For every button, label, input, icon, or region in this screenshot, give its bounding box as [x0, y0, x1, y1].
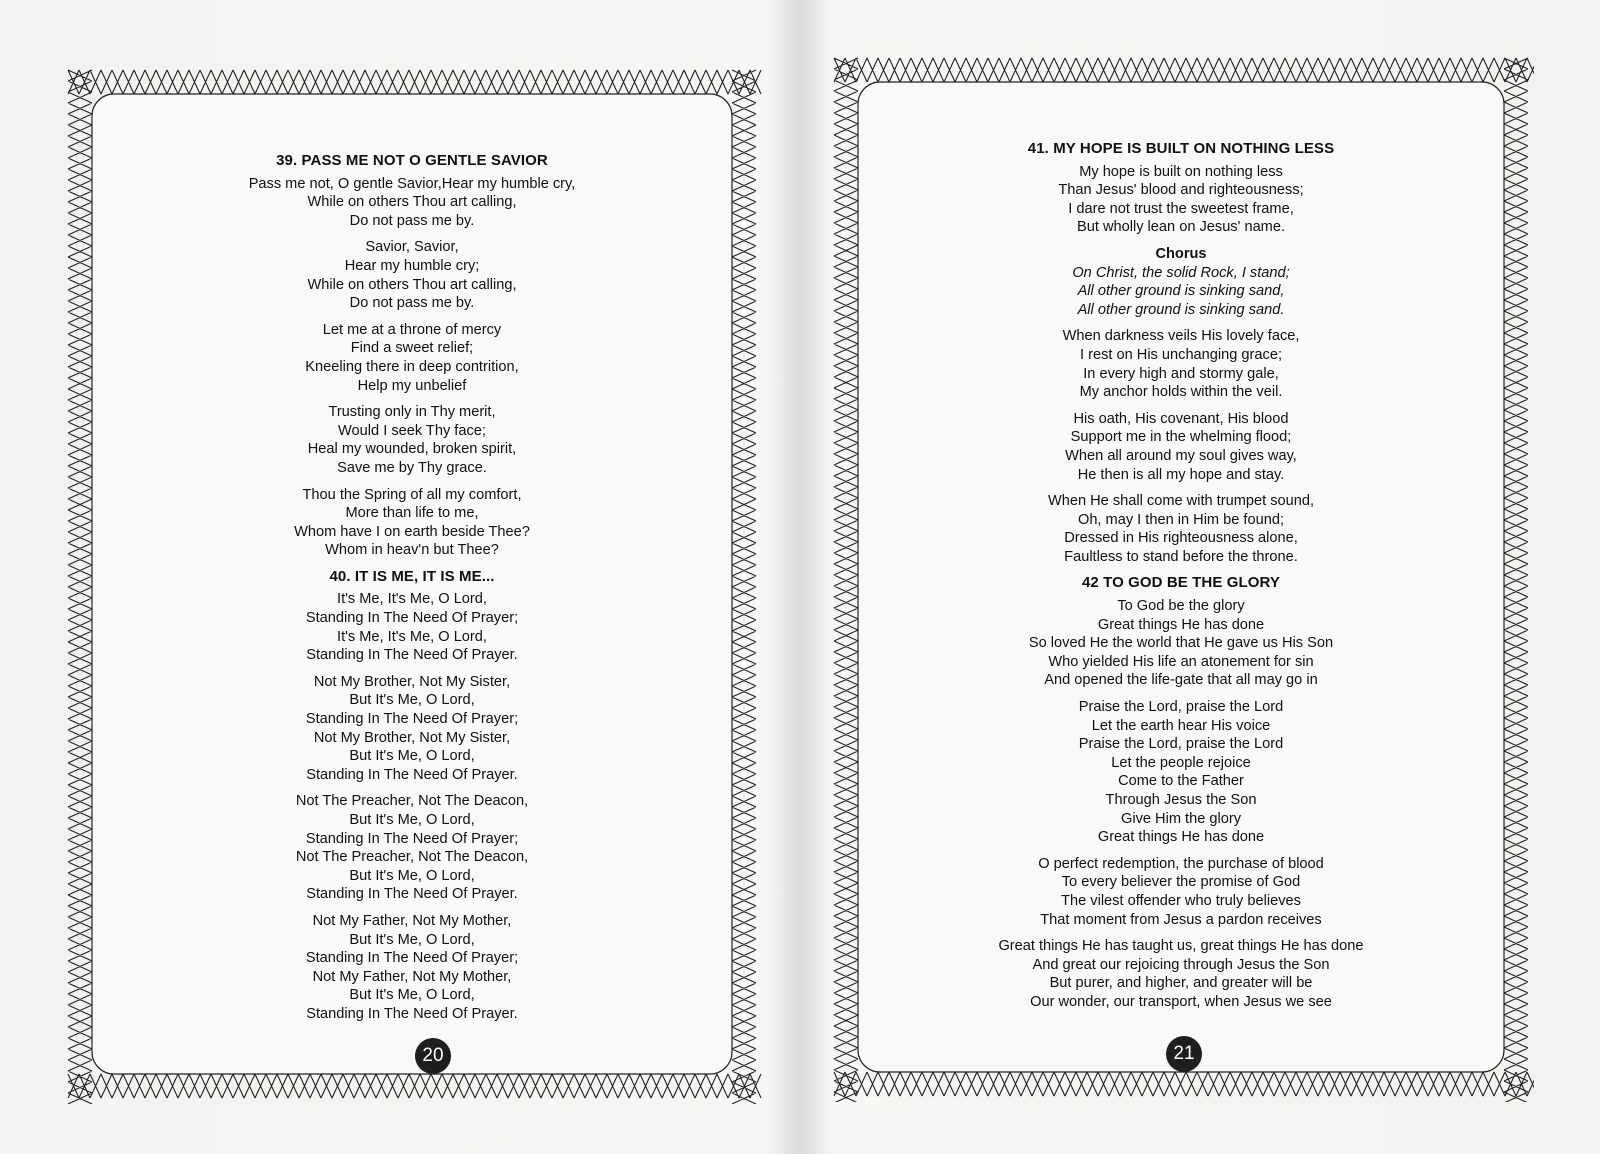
stanza: [868, 698, 1494, 847]
lyric-line: But It's Me, O Lord,: [349, 987, 475, 1004]
lyric-line: Would I seek Thy face;: [338, 422, 486, 439]
lyric-line: My anchor holds within the veil.: [1079, 384, 1283, 401]
hymn-title: 39. PASS ME NOT O GENTLE SAVIOR: [276, 152, 548, 169]
lyric-line: All other ground is sinking sand.: [1077, 301, 1285, 318]
lyric-line: While on others Thou art calling,: [307, 276, 517, 293]
lyric-line: But It's Me, O Lord,: [349, 812, 475, 828]
stanza: [102, 403, 722, 477]
lyric-line: Do not pass me by.: [349, 212, 475, 229]
lyric-line: Standing In The Need Of Prayer.: [306, 766, 518, 783]
page-number: 21: [1166, 1036, 1202, 1072]
lyric-line: Kneeling there in deep contrition,: [305, 358, 519, 375]
stanza: [868, 410, 1494, 484]
lyric-line: Not The Preacher, Not The Deacon,: [295, 793, 529, 810]
hymn-title: 40. IT IS ME, IT IS ME...: [329, 567, 495, 585]
lyric-line: To God be the glory: [1117, 598, 1245, 615]
lyric-line: So loved He the world that He gave us His Son: [1028, 635, 1334, 652]
lyric-line: That moment from Jesus a pardon receives: [1040, 911, 1322, 928]
right-page-content: [868, 140, 1494, 1020]
lyric-line: Through Jesus the Son: [1105, 792, 1257, 808]
lyric-line: Come to the Father: [1118, 773, 1244, 790]
lyric-line: And great our rejoicing through Jesus the Son: [1032, 956, 1330, 973]
lyric-line: Standing In The Need Of Prayer.: [306, 647, 518, 664]
stanza: [102, 321, 722, 395]
lyric-line: Who yielded His life an atonement for sin: [1048, 653, 1314, 670]
lyric-line: To every believer the promise of God: [1061, 874, 1301, 891]
hymn-title: 42 TO GOD BE THE GLORY: [1081, 574, 1281, 592]
stanza: [102, 238, 722, 312]
stanza: [102, 673, 722, 785]
lyric-line: I dare not trust the sweetest frame,: [1068, 200, 1294, 217]
lyric-line: But It's Me, O Lord,: [349, 867, 475, 884]
lyric-line: Not My Father, Not My Mother,: [312, 968, 512, 985]
lyric-line: Let the earth hear His voice: [1091, 717, 1271, 734]
stanza: [102, 486, 722, 560]
stanza: [868, 492, 1494, 566]
stanza: [868, 597, 1494, 690]
lyric-line: More than life to me,: [345, 505, 479, 522]
lyric-line: Find a sweet relief;: [350, 340, 474, 357]
lyric-line: Hear my humble cry;: [344, 257, 480, 274]
stanza: [868, 855, 1494, 929]
lyric-line: My hope is built on nothing less: [1079, 163, 1283, 180]
lyric-line: But wholly lean on Jesus' name.: [1076, 219, 1286, 236]
page-number: 20: [415, 1038, 451, 1074]
lyric-line: Let me at a throne of mercy: [322, 321, 502, 338]
lyric-line: When He shall come with trumpet sound,: [1047, 493, 1315, 510]
lyric-line: But purer, and higher, and greater will be: [1049, 975, 1313, 992]
lyric-line: On Christ, the solid Rock, I stand;: [1072, 264, 1290, 281]
lyric-line: And opened the life-gate that all may go in: [1044, 672, 1318, 689]
lyric-line: Faultless to stand before the throne.: [1064, 548, 1298, 565]
lyric-line: When darkness veils His lovely face,: [1062, 328, 1300, 345]
lyric-line: Help my unbelief: [357, 377, 467, 394]
left-page: [62, 64, 762, 1104]
lyric-line: Save me by Thy grace.: [337, 459, 487, 476]
lyric-line: But It's Me, O Lord,: [349, 931, 475, 948]
stanza: [102, 912, 722, 1024]
lyric-line: Praise the Lord, praise the Lord: [1078, 699, 1284, 716]
hymn-title: 41. MY HOPE IS BUILT ON NOTHING LESS: [1027, 140, 1335, 157]
lyric-line: Heal my wounded, broken spirit,: [307, 441, 517, 458]
lyric-line: When all around my soul gives way,: [1065, 447, 1297, 464]
lyric-line: He then is all my hope and stay.: [1077, 466, 1285, 483]
lyric-line: While on others Thou art calling,: [307, 194, 517, 211]
lyric-line: In every high and stormy gale,: [1083, 365, 1279, 382]
left-page-content: [102, 152, 722, 1032]
lyric-line: Not The Preacher, Not The Deacon,: [295, 849, 529, 866]
lyric-line: Standing In The Need Of Prayer;: [305, 610, 519, 627]
stanza: [868, 937, 1494, 1011]
lyric-line: Not My Brother, Not My Sister,: [313, 729, 511, 746]
lyric-line: The vilest offender who truly believes: [1061, 892, 1301, 909]
lyric-line: Not My Father, Not My Mother,: [312, 912, 512, 929]
lyric-line: Great things He has taught us, great things He has done: [998, 938, 1364, 955]
lyric-line: Standing In The Need Of Prayer;: [305, 830, 519, 847]
lyric-line: It's Me, It's Me, O Lord,: [337, 591, 487, 608]
right-page: [828, 52, 1534, 1102]
lyric-line: Our wonder, our transport, when Jesus we see: [1030, 993, 1332, 1010]
lyric-line: But It's Me, O Lord,: [349, 692, 475, 709]
lyric-line: His oath, His covenant, His blood: [1073, 410, 1289, 427]
stanza: [868, 327, 1494, 401]
lyric-line: Great things He has done: [1097, 616, 1265, 633]
lyric-line: O perfect redemption, the purchase of blood: [1038, 855, 1324, 872]
lyric-line: Thou the Spring of all my comfort,: [302, 486, 522, 503]
lyric-line: Praise the Lord, praise the Lord: [1078, 736, 1284, 753]
stanza: [102, 792, 722, 904]
lyric-line: Support me in the whelming flood;: [1070, 429, 1292, 446]
lyric-line: But It's Me, O Lord,: [349, 748, 475, 765]
lyric-line: Trusting only in Thy merit,: [328, 404, 496, 421]
lyric-line: Standing In The Need Of Prayer;: [305, 950, 519, 967]
lyric-line: I rest on His unchanging grace;: [1080, 346, 1282, 363]
lyric-line: All other ground is sinking sand,: [1077, 283, 1285, 300]
lyric-line: Give Him the glory: [1120, 810, 1242, 827]
lyric-line: Oh, may I then in Him be found;: [1077, 511, 1285, 528]
lyric-line: It's Me, It's Me, O Lord,: [337, 628, 487, 645]
lyric-line: Standing In The Need Of Prayer.: [306, 1005, 518, 1022]
stanza: [102, 590, 722, 664]
lyric-line: Pass me not, O gentle Savior,Hear my humble cry,: [248, 175, 576, 192]
lyric-line: Dressed in His righteousness alone,: [1064, 530, 1298, 547]
lyric-line: Savior, Savior,: [365, 239, 459, 256]
lyric-line: Do not pass me by.: [349, 295, 475, 312]
lyric-line: Standing In The Need Of Prayer;: [305, 711, 519, 728]
chorus: [868, 245, 1494, 319]
lyric-line: Standing In The Need Of Prayer.: [306, 886, 518, 903]
lyric-line: Not My Brother, Not My Sister,: [313, 673, 511, 690]
chorus-label: Chorus: [1155, 245, 1207, 262]
lyric-line: Let the people rejoice: [1111, 754, 1251, 771]
stanza: [102, 175, 722, 231]
lyric-line: Than Jesus' blood and righteousness;: [1058, 182, 1304, 199]
lyric-line: Whom in heav'n but Thee?: [325, 542, 499, 559]
lyric-line: Whom have I on earth beside Thee?: [294, 523, 530, 540]
lyric-line: Great things He has done: [1097, 829, 1265, 846]
stanza: [868, 163, 1494, 237]
